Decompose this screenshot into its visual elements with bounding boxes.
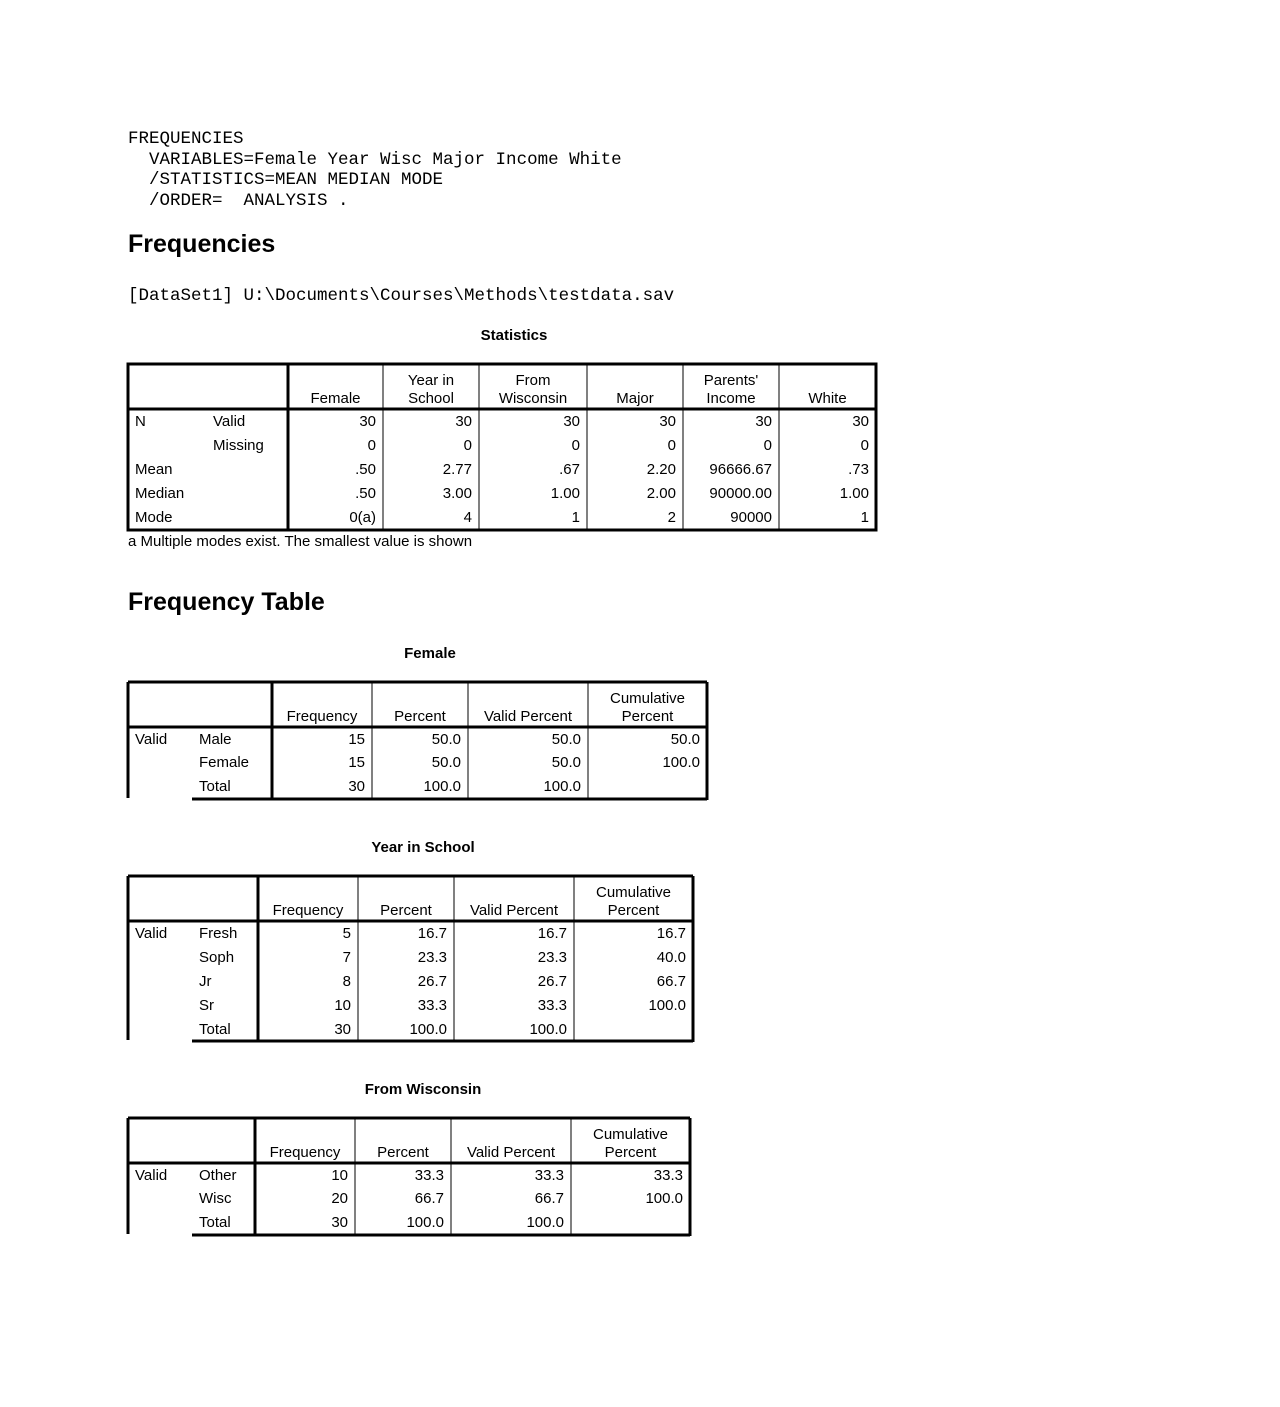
cell: 100.0	[423, 777, 461, 795]
group-label: Valid	[135, 924, 168, 942]
table-row	[128, 505, 876, 529]
cell: 15	[348, 754, 365, 771]
row-label: Total	[199, 1020, 231, 1038]
cell: 26.7	[537, 972, 567, 990]
cell: 0(a)	[349, 508, 376, 526]
table-row	[128, 1187, 690, 1210]
wisc-table-title: From Wisconsin	[364, 1081, 482, 1098]
column-header: Percent	[394, 708, 446, 725]
cell: 0	[860, 436, 869, 454]
cell: 5	[342, 924, 351, 942]
row-label: Wisc	[199, 1190, 232, 1207]
cell: .50	[355, 460, 376, 478]
column-header: Valid Percent	[483, 708, 573, 725]
cell: 16.7	[656, 924, 686, 942]
cell: 33.3	[414, 1166, 444, 1184]
row-label: Male	[199, 730, 232, 748]
cell: .67	[559, 460, 580, 478]
cell: 100.0	[645, 1190, 683, 1207]
table-row	[128, 457, 876, 481]
cell: 2.00	[646, 484, 676, 502]
row-label: Total	[199, 777, 231, 795]
column-header: Valid Percent	[469, 902, 559, 919]
table-row	[128, 481, 876, 505]
group-label: Valid	[135, 730, 168, 748]
cell: 33.3	[653, 1166, 683, 1184]
cell: 100.0	[526, 1213, 564, 1231]
group-label: Valid	[135, 1166, 168, 1184]
cell: 30	[455, 412, 472, 430]
syntax-line: FREQUENCIES	[128, 129, 244, 149]
dataset-path: [DataSet1] U:\Documents\Courses\Methods\testdata.sav	[128, 286, 675, 306]
row-sublabel: Missing	[213, 436, 264, 454]
cell: 1	[860, 508, 869, 526]
table-row	[128, 774, 707, 798]
row-label: Fresh	[199, 924, 238, 942]
cell: 66.7	[656, 972, 686, 990]
cell: 50.0	[670, 730, 700, 748]
cell	[571, 1210, 690, 1234]
cell: 0	[571, 436, 580, 454]
cell: 23.3	[537, 948, 567, 966]
cell: 26.7	[417, 972, 447, 990]
female-frequency-table	[128, 682, 707, 798]
table-row	[128, 751, 707, 774]
cell: 16.7	[537, 924, 567, 942]
column-header: Frequency	[269, 1144, 341, 1161]
table-row	[128, 433, 876, 457]
cell: 100.0	[529, 1020, 567, 1038]
table-row	[128, 921, 693, 945]
column-header: Cumulative Percent	[609, 690, 686, 725]
cell: .73	[848, 460, 869, 478]
cell: 8	[342, 972, 351, 990]
cell: 4	[463, 508, 472, 526]
cell: 10	[334, 996, 351, 1014]
cell: 3.00	[442, 484, 472, 502]
cell: 0	[667, 436, 676, 454]
table-row	[128, 727, 707, 751]
row-label: Other	[199, 1166, 237, 1184]
row-label	[128, 433, 206, 457]
cell: 0	[463, 436, 472, 454]
cell: 30	[359, 412, 376, 430]
cell: 10	[331, 1166, 348, 1184]
cell: 100.0	[648, 996, 686, 1014]
cell	[574, 1017, 693, 1041]
statistics-table	[128, 364, 876, 529]
column-header: White	[808, 390, 847, 407]
cell: 100.0	[409, 1020, 447, 1038]
statistics-footnote: a Multiple modes exist. The smallest value is shown	[128, 533, 473, 550]
table-row	[128, 409, 876, 433]
cell: 7	[342, 948, 351, 966]
row-label: Sr	[199, 996, 214, 1014]
row-label: Jr	[199, 972, 212, 990]
row-sublabel	[206, 457, 288, 481]
cell: 100.0	[406, 1213, 444, 1231]
column-header: Female	[310, 390, 361, 407]
row-label: Female	[199, 754, 250, 771]
wisc-frequency-table	[128, 1118, 690, 1234]
column-header: Parents' Income	[703, 372, 759, 407]
table-row	[128, 1210, 690, 1234]
cell: 0	[763, 436, 772, 454]
cell: 1.00	[550, 484, 580, 502]
cell: 20	[331, 1190, 348, 1207]
cell: 100.0	[662, 754, 700, 771]
column-header: Frequency	[286, 708, 358, 725]
cell: 1	[571, 508, 580, 526]
cell: 50.0	[431, 730, 461, 748]
cell: 1.00	[839, 484, 869, 502]
cell: 23.3	[417, 948, 447, 966]
cell: 2.20	[646, 460, 676, 478]
cell: 30	[348, 777, 365, 795]
column-header: Cumulative Percent	[595, 884, 672, 919]
cell: 0	[367, 436, 376, 454]
cell: 50.0	[551, 730, 581, 748]
column-header: Valid Percent	[466, 1144, 556, 1161]
cell: 40.0	[656, 948, 686, 966]
year-frequency-table	[128, 876, 693, 1041]
cell: 30	[852, 412, 869, 430]
column-header: Major	[616, 390, 654, 407]
frequencies-heading: Frequencies	[128, 230, 276, 258]
row-sublabel: Valid	[213, 412, 246, 430]
row-sublabel	[206, 481, 288, 505]
cell: 30	[659, 412, 676, 430]
year-table-title: Year in School	[371, 839, 475, 856]
column-header: From Wisconsin	[498, 372, 568, 407]
frequency-table-heading: Frequency Table	[128, 588, 325, 616]
table-header-row	[128, 1118, 690, 1163]
cell: 33.3	[534, 1166, 564, 1184]
cell: 16.7	[417, 924, 447, 942]
female-table-title: Female	[404, 645, 456, 662]
table-row	[128, 969, 693, 993]
table-header-row	[128, 682, 707, 727]
cell: 30	[563, 412, 580, 430]
table-header-row	[128, 364, 876, 409]
column-header: Year in School	[407, 372, 455, 407]
cell: 30	[755, 412, 772, 430]
syntax-line: /ORDER= ANALYSIS .	[128, 190, 349, 211]
cell: 30	[331, 1213, 348, 1231]
column-header: Percent	[380, 902, 432, 919]
table-row	[128, 1163, 690, 1187]
column-header: Frequency	[272, 902, 344, 919]
row-label: Median	[135, 484, 185, 502]
cell: .50	[355, 484, 376, 502]
row-label: Total	[199, 1213, 231, 1231]
row-label: N	[135, 412, 146, 430]
table-row	[128, 945, 693, 969]
row-label: Soph	[199, 948, 235, 966]
cell: 90000	[730, 508, 772, 526]
cell: 66.7	[534, 1190, 564, 1207]
cell: 15	[348, 730, 365, 748]
table-header-row	[128, 876, 693, 921]
cell: 100.0	[543, 777, 581, 795]
cell	[588, 774, 707, 798]
column-header: Percent	[377, 1144, 429, 1161]
cell: 2.77	[442, 460, 472, 478]
cell: 50.0	[431, 754, 461, 771]
row-label: Mode	[135, 508, 173, 526]
table-row	[128, 1017, 693, 1041]
row-sublabel	[206, 505, 288, 529]
cell: 50.0	[551, 754, 581, 771]
cell: 33.3	[537, 996, 567, 1014]
cell: 2	[667, 508, 676, 526]
cell: 96666.67	[709, 460, 772, 478]
cell: 33.3	[417, 996, 447, 1014]
row-label: Mean	[135, 460, 173, 478]
statistics-title: Statistics	[480, 327, 548, 344]
syntax-line: VARIABLES=Female Year Wisc Major Income White	[128, 149, 622, 170]
cell: 66.7	[414, 1190, 444, 1207]
syntax-line: /STATISTICS=MEAN MEDIAN MODE	[128, 170, 444, 190]
table-row	[128, 993, 693, 1017]
cell: 90000.00	[709, 484, 772, 502]
column-header: Cumulative Percent	[592, 1126, 669, 1161]
cell: 30	[334, 1020, 351, 1038]
